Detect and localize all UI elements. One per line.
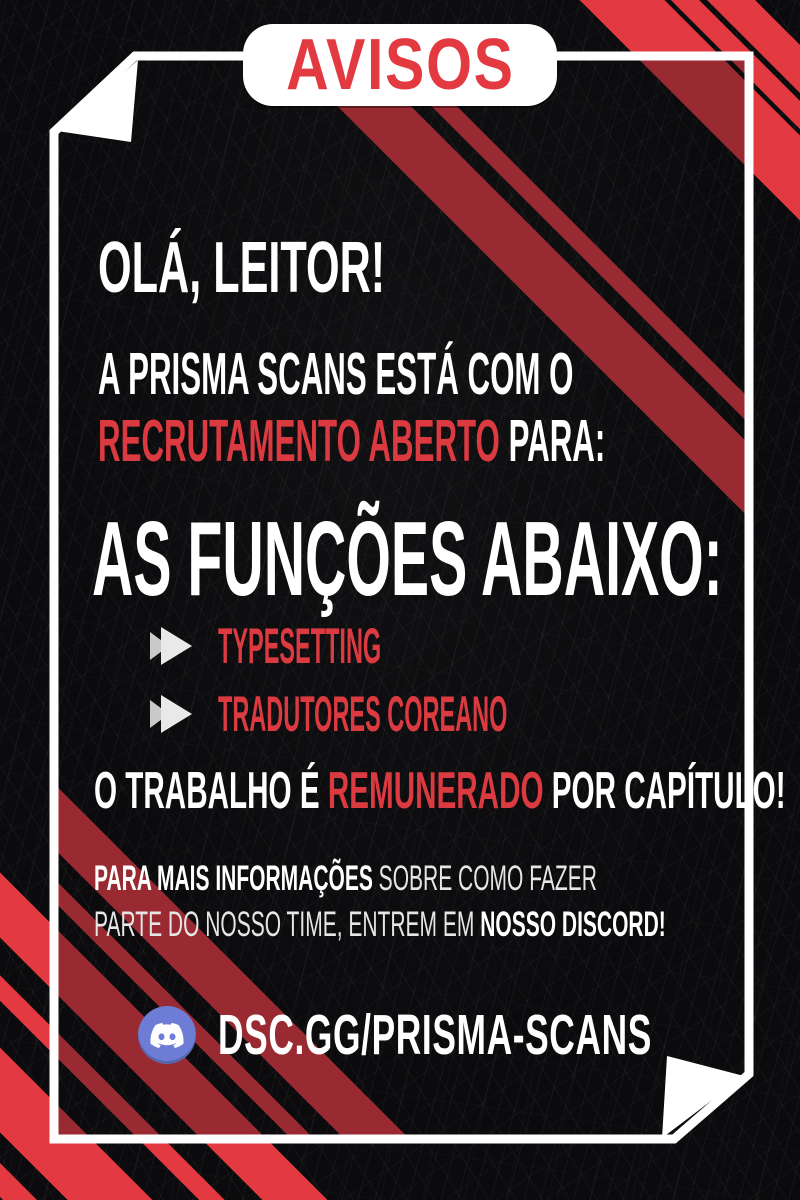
payment-highlight: REMUNERADO — [327, 762, 544, 820]
intro-text: A PRISMA SCANS ESTÁ COM O — [98, 341, 574, 407]
page-fold-corner-bottom-right — [662, 1056, 744, 1138]
title-banner — [243, 24, 557, 106]
info-bold: PARA MAIS INFORMAÇÕES — [94, 859, 373, 898]
fast-forward-arrow-icon — [150, 627, 192, 665]
roles-heading-line — [92, 500, 800, 620]
role-item — [150, 618, 565, 675]
discord-link[interactable] — [138, 1003, 800, 1067]
role-item — [150, 686, 800, 743]
greeting-text: OLÁ, LEITOR! — [98, 228, 386, 308]
payment-post: POR CAPÍTULO! — [551, 762, 786, 820]
payment-pre: O TRABALHO É — [94, 762, 320, 820]
payment-line — [94, 762, 800, 821]
discord-url: DSC.GG/PRISMA-SCANS — [218, 1003, 652, 1067]
info-lines — [94, 856, 800, 948]
page-fold-corner-top-left — [57, 60, 138, 142]
info-light: PARTE DO NOSSO TIME, ENTREM EM — [94, 905, 475, 945]
intro-tail: PARA: — [508, 407, 606, 474]
role-label: TRADUTORES COREANO — [218, 686, 508, 742]
roles-heading: AS FUNÇÕES ABAIXO: — [92, 500, 723, 618]
role-label: TYPESETTING — [218, 618, 382, 674]
page-title: AVISOS — [285, 25, 515, 105]
discord-icon — [138, 1006, 196, 1064]
info-light: SOBRE COMO FAZER — [378, 859, 597, 898]
info-bold: NOSSO DISCORD! — [480, 905, 666, 945]
intro-line — [98, 341, 800, 474]
intro-highlight: RECRUTAMENTO ABERTO — [98, 407, 500, 474]
fast-forward-arrow-icon — [150, 695, 192, 733]
greeting-line — [98, 228, 577, 309]
